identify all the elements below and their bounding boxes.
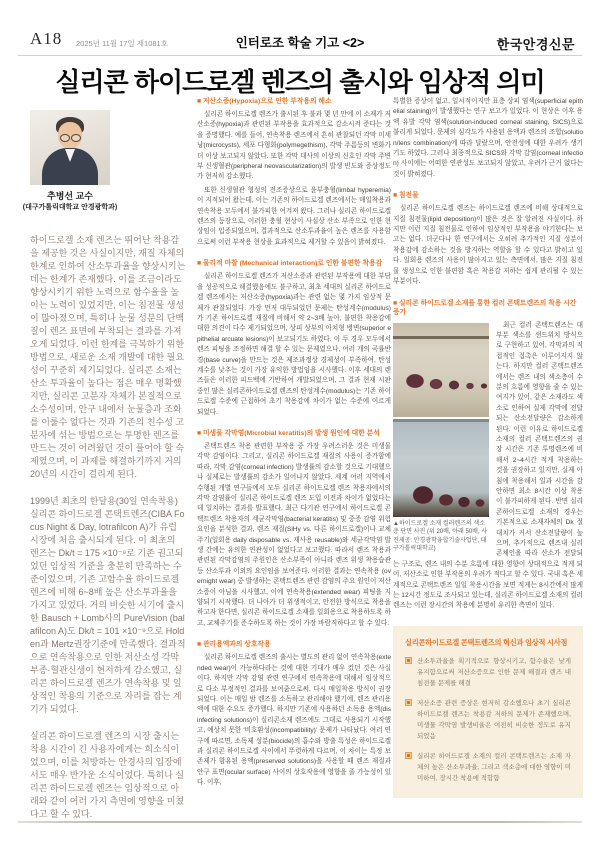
summary-bullet <box>405 751 571 784</box>
lede-block <box>30 234 186 821</box>
author-affiliation: (대구가톨릭대학교 안경광학과) <box>22 204 118 211</box>
left-column <box>22 110 186 835</box>
section-paragraph: 실리콘 하이드로겔 렌즈가 출시된 후 불과 몇 년 만에 이 소재가 저산소증(hypoxia)과 관련된 부작용을 효과적으로 감소시켜 준다는 것을 증명했다. 예를 들어, 연속착용 렌즈에서 흔히 관찰되던 각막 미세낭(microcysts), 세포 다형화(polymegethism), 각막 주름등의 변화가 더 이상 보고되지 않았다. 또한 각막 대사의 이상의 신호인 각막 주변부 신생혈관(peripheral neovascularization)의 발생 빈도와 증상정도가 현저히 감소했다. <box>197 111 391 181</box>
figure-image-50x <box>393 419 489 517</box>
figure-caption: ▲하이드로겔 소재 컬러렌즈의 색소층 단면 사진 (위 20배, 아래 50배, 사진제공: 안경광학융합기술사업단, 대구가톨릭대학교) <box>393 520 488 552</box>
summary-box-title: 실리콘하이드로겔 콘택트렌즈의 혁신과 임상적 시사점 <box>405 637 568 647</box>
lede-paragraph: 1999년 최초의 한달용(30일 연속착용) 실리콘 하이드로겔 콘택트렌즈(CIBA Focus Night & Day, lotrafilcon A)가 유럽 시장에 처음 출시되게 된다. 이 최초의 렌즈는 Dk/t = 175 ×10⁻⁹로 기존 권고되었던 임상적 기준을 충분히 만족하는 수준이었으며, 기존 고함수율 하이드로겔 렌즈에 비해 6~8배 높은 산소투과율을 가지고 있었다. 거의 비슷한 시기에 출시한 Bausch + Lomb사의 PureVision (balafilcon A)도 Dk/t = 101 ×10⁻⁹으로 Holden과 Mertz권장기준에 만족했다. 결과적으로 연속착용으로 인한 저산소성 각막부종·혈관신생이 현저하게 감소했고, 실리콘 하이드로겔 렌즈가 연속착용 및 일상적인 착용의 기준으로 자리를 잡는 계기가 되었다. <box>30 496 186 714</box>
section-color-lens-wear-time <box>393 299 583 612</box>
article-headline: 실리콘 하이드로겔 렌즈의 출시와 임상적 의미 <box>55 67 545 97</box>
author-name: 추병선 교수 <box>47 191 93 201</box>
section-paragraph: 실리콘 하이드로겔 렌즈는 하이드로겔 렌즈에 비해 상대적으로 지질 침전물(lipid deposition)이 많은 것은 잘 알려진 사실이다. 하지만 이런 지질 침전물로 인하여 임상적인 부작용을 야기한다는 보고는 없다. 더군다나 한 연구에서는 오히려 추가적인 지질 성분이 착용감에 감소하는 것을 방지하는 역할을 할 수 있다고 밝히고 있다. 일회용 렌즈의 사용이 많아지고 있는 측면에서, 많은 지질 침전물 생성으로 인한 불편함 혹은 착용감 저하는 쉽게 관리될 수 있는 부분이다. <box>393 205 583 286</box>
summary-bullet-text: 산소투과율을 획기적으로 향상시키고, 함수율은 낮게 유지함으로써 저산소증으로 인한 문제 해결과 렌즈 내 침전물 문제를 해결 <box>417 657 571 687</box>
newspaper-masthead: 한국안경신문 <box>496 37 575 52</box>
lens-cross-section-figure <box>393 323 489 554</box>
figure-image-20x <box>393 323 489 417</box>
section-paragraph: 실리콘 하이드로겔 렌즈의 출시는 별도의 관리 없이 연속착용(extended wear)이 가능하다라는 것에 대한 기대가 매우 컸던 것은 사실이다. 하지만 각막 감염 관련 연구에서 연속착용에 대해서 임상적으로 다소 부정적인 결과를 보여줌으로써, 다시 매일착용 방식이 권장되었다. 이는 매일 밤 렌즈를 소독하고 관리해야 했기에, 렌즈 관리용액에 대한 수요도 증가했다. 하지만 기존에 사용하던 소독용 용액(disinfecting solutions)이 실리콘소재 렌즈에도 그대로 사용되기 시작했고, 예상치 못한 '비호환성(incompatibility)' 문제가 나타났다. 여러 연구에 따르면, 소독제 성분(biocide)의 흡수와 방출 특성은 하이드로겔과 실리콘 하이드로겔 사이에서 뚜렷하게 다르며, 이 차이는 특정 보존제가 함유된 용액(preserved solutions)을 사용할 때 렌즈 재질과 안구 표면(ocular surface) 사이의 상호작용에 영향을 줄 가능성이 있다. 이후, <box>197 654 391 787</box>
date-issue: 2025년 11월 17일 제1081호 <box>76 39 168 48</box>
section-paragraph: 콘택트렌즈 착용 관련한 부작용 중 가장 우려스러운 것은 미생물 각막 감염이다. 그리고, 실리콘 하이드로겔 재질의 사용이 증가함에 따라, 각막 감염(corneal infection) 발생률의 감소할 것으로 기대했으나 실제로는 발생률의 감소가 일어나지 않았다. 세계 여러 지역에서 수행된 개별 연구들에서 모두 실리콘 하이드로겔 렌즈 착용자에서의 각막 감염률이 실리콘 하이드로겔 렌즈 도입 이전과 차이가 없었다는 데 일치하는 결과를 발표했다. 최근 다기관 연구에서 하이드로겔 콘택트렌즈 착용자의 세균각막염(bacterial keratitis) 및 중증 감염 위험 요인을 분석한 결과, 렌즈 재질(SiHy vs. 다른 하이드로겔)이나 교체 주기(일회용 daily disposable vs. 재사용 reusable)와 세균각막염 발생 간에는 유의한 연관성이 없었다고 보고했다. 따라서 렌즈 착용과 관련된 각막감염의 주원인은 산소부족이 아니라 렌즈 위생 착용습관 등 산소투과 이외의 요인임을 보여준다. 이러한 결과는 연속착용 (overnight wear) 중 발생하는 콘택트렌즈 관련 감염의 주요 원인이 저산소증이 아님을 시사했고, 이에 연속착용(extended wear) 피팅을 지양되기 시작했다. 더 나아가 더 위생적이고, 안전한 방식으로 착용을 하고자 한다면, 실리콘 하이드로겔 소재를 일회용으로 착용하도록 하고, 교체주기를 준수하도록 하는 것이 가장 바람직하다고 할 수 있다. <box>197 442 391 627</box>
section-title: ■ 침전물 <box>393 192 419 200</box>
summary-box <box>393 626 583 798</box>
section-hypoxia <box>197 97 391 248</box>
section-care-solutions-continued <box>393 97 583 180</box>
paragraph-part: 불가피하게 된다. 반면 실리콘하이드로겔 소재의 경우는 기본적으로 소재자체의 Dk 절대치가 커서 산소전달량이 높으며, 추가적으로 렌즈내 실리콘체인을 따라 산소가 전달되는 구조로, 렌즈 내의 수분 흐름에 대한 영향이 상대적으로 적게 되어, 저산소로 인한 부작용의 우려가 적다고 할 수 있다. 국내 혹은 세계적으로 콘택트렌즈 일일 착용시간을 보면 적게는 8시간에서 많게는 12시간 정도로 조사되고 있는데, 실리콘 하이드로겔 소재의 컬러렌즈는 이런 장시간의 착용에 분명히 유리한 측면이 있다. <box>393 498 583 610</box>
summary-bullet <box>405 656 571 689</box>
author-photo <box>30 110 110 185</box>
column-label: 인터로조 학술 기고 <2> <box>235 36 365 50</box>
section-deposits <box>393 191 583 287</box>
page-number: A18 <box>30 29 63 48</box>
section-title: ■ 미생물 각막염(Microbial keratitis)의 발생 원인에 대한 분석 <box>197 429 380 437</box>
section-mechanical-interaction <box>197 259 391 418</box>
section-microbial-keratitis <box>197 429 391 629</box>
bottom-rule <box>18 821 582 823</box>
square-bullet-icon <box>406 753 411 758</box>
paragraph-part: 최근 컬러 콘택트렌즈는 대부분 색소를 샌드위치 방식으로 구현하고 있어, 각막과의 직접적인 접촉은 이루어지지 않는다. 하지만 컬러 콘택트렌즈에서는 렌즈 내의 색소층이 수분의 흐름에 영향을 줄 수 있는 여지가 있어, 같은 소재라도 색소로 인하여 실제 각막에 전달되는 산소전달량은 감소하게 된다. 이런 이유로 하이드로겔 소재의 컬러 콘택트렌즈의 권장 시간은 기존 투명렌즈에 비해서 2~4시간 적게 착용하는 것을 권장하고 있지만, 실제 아침에 착용해서 일과 시간을 감안하면 최소 8시간 이상 착용이 <box>496 321 583 506</box>
section-care-solutions <box>197 640 391 788</box>
glasses-icon <box>59 134 81 142</box>
header-rule <box>18 55 582 56</box>
square-bullet-icon <box>406 700 411 705</box>
section-paragraph: 실리콘 하이드로겔 렌즈가 저산소증과 관련된 부작용에 대한 부담을 성공적으로 해결했음에도 불구하고, 최초 세대의 실리콘 하이드로겔 렌즈에서는 저산소증(hypoxia)과는 관련 없는 몇 가지 임상적 문제가 관찰되었다. 가장 먼저 대두되었던 문제는 탄성계수(modulus)가 기존 하이드로겔 재질에 비해서 약 2~3배 높아, 불편한 착용감에 대한 의견이 다수 제기되었으며, 상피 상부의 아치형 병변(superior epithelial arcuate lesions)이 보고되기도 하였다. 이 두 경우 모두에서 렌즈 피팅을 조정하면 해결 할 수 있는 문제였으나, 여러 개의 곡률반경(base curve)을 만드는 것은 제조과정상 경제성이 부족하여, 탄성계수를 낮추는 것이 가장 유익한 방법임을 시사했다. 이후 세대의 렌즈들은 이러한 피드백에 기반하여 개발되었으며, 그 결과 현재 시판 중인 많은 실리콘하이드로겔 렌즈의 탄성계수(modulus)는 기존 하이드로겔 수준에 근접하여 초기 착용감에 차이가 없는 수준에 이르게 되었다. <box>197 273 391 416</box>
lede-paragraph: 하이드로겔 소재 렌즈는 뛰어난 착용감을 제공한 것은 사실이지만, 재질 자체의 한계로 인하여 산소투과율을 향상시키는데는 한계가 존재했다. 이를 조금이라도 향상시키기 위한 노력으로 함수율을 높이는 노력이 있었지만, 이는 침전물 생성이 많아졌으며, 특히나 눈물 성분의 단백질이 렌즈 표면에 부착되는 결과를 가져오게 되었다. 이런 한계를 극복하기 위한 방법으로, 새로운 소재 개발에 대한 필요성이 꾸준히 제기되었다. 실리콘 소재는 산소 투과율이 높다는 점은 매우 명확했지만, 실리콘 고분자 자체가 본질적으로 소수성이며, 안구 내에서 눈물층과 조화를 이룰수 없다는 것과 기존의 친수성 고분자에 섞는 방법으로는 투명한 렌즈를 만드는 것이 어려웠던 것이 풀어야 할 숙제였으며, 이 과제를 해결하기까지 거의 20년의 시간이 걸리게 된다. <box>30 235 186 479</box>
summary-bullet-text: 저산소증 관련 증상은 현저히 감소했으나 초기 실리콘 하이드로겔 렌즈는 착용감 저하의 문제가 존재했으며, 미생물 각막염 발생비율은 여전히 비슷한 정도로 유지되었음 <box>417 699 571 740</box>
section-title: ■ 관리용액과의 상호작용 <box>197 641 271 649</box>
section-title: ■ 실리콘 하이드로겔 소재를 통한 컬러 콘택트렌즈의 착용 시간 증가 <box>393 299 577 316</box>
section-title: ■ 물리적 마찰 (Mechanical interaction)로 인한 불편한 착용감 <box>197 260 383 268</box>
section-title: ■ 저산소증(Hypoxia)으로 인한 부작용의 해소 <box>197 98 332 105</box>
square-bullet-icon <box>406 658 411 663</box>
middle-column <box>197 97 391 800</box>
summary-bullet <box>405 698 571 742</box>
section-paragraph: 특별한 증상이 없고, 일시적이지만 표층 상피 염색(superficial epithelial staining)이 발생했다는 연구 보고가 있었다. 이 현상은 이후 용액 유발 각막 염색(solution-induced corneal staining, SICS)으로 불리게 되었다. 문제의 심각도가 사용된 용액과 렌즈의 조합(solution/lens combination)에 따라 달랐으며, 안전성에 대한 우려가 생기기도 하였다. 그러나 최종적으로 SICS와 각막 감염(corneal infection) 사이에는 어떠한 연관성도 보고되지 않았고, 우려가 근거 없다는 것이 밝혀졌다. <box>393 98 583 178</box>
lede-paragraph: 실리콘 하이드로겔 렌즈의 시장 출시는 착용 시간이 긴 사용자에게는 희소식이었으며, 이를 처방하는 안경사의 입장에서도 매우 반가운 소식이었다. 특히나 실리콘 하이드로겔 렌즈는 임상적으로 아래와 같이 여러 가지 측면에 영향을 미쳤다고 할 수 있다. <box>30 731 185 819</box>
right-column <box>393 97 583 798</box>
section-paragraph: 또한 신생혈관 형성의 전조증상으로 윤부충혈(limbal hyperemia)이 지적되어 왔는데, 이는 기존의 하이드로겔 렌즈에서는 매일착용과 연속착용 모두에서 불가피한 여겨져 왔다. 그러나 실리콘 하이드로겔 렌즈의 등장으로, 이러한 충혈 현상이 사실상 산소 부족으로 인한 현상임이 입증되었으며, 결과적으로 산소투과율이 높은 렌즈를 사용함으로써 이런 부작용 현상을 효과적으로 제거할 수 있음이 밝혀졌다. <box>197 186 391 246</box>
summary-bullet-text: 실리콘 하이드로겔 소재의 컬러 콘택트렌즈는 소재 자체의 높은 산소투과율, 그리고 색소층에 대한 영향이 미미하여, 장시간 착용에 적합함 <box>417 752 571 782</box>
